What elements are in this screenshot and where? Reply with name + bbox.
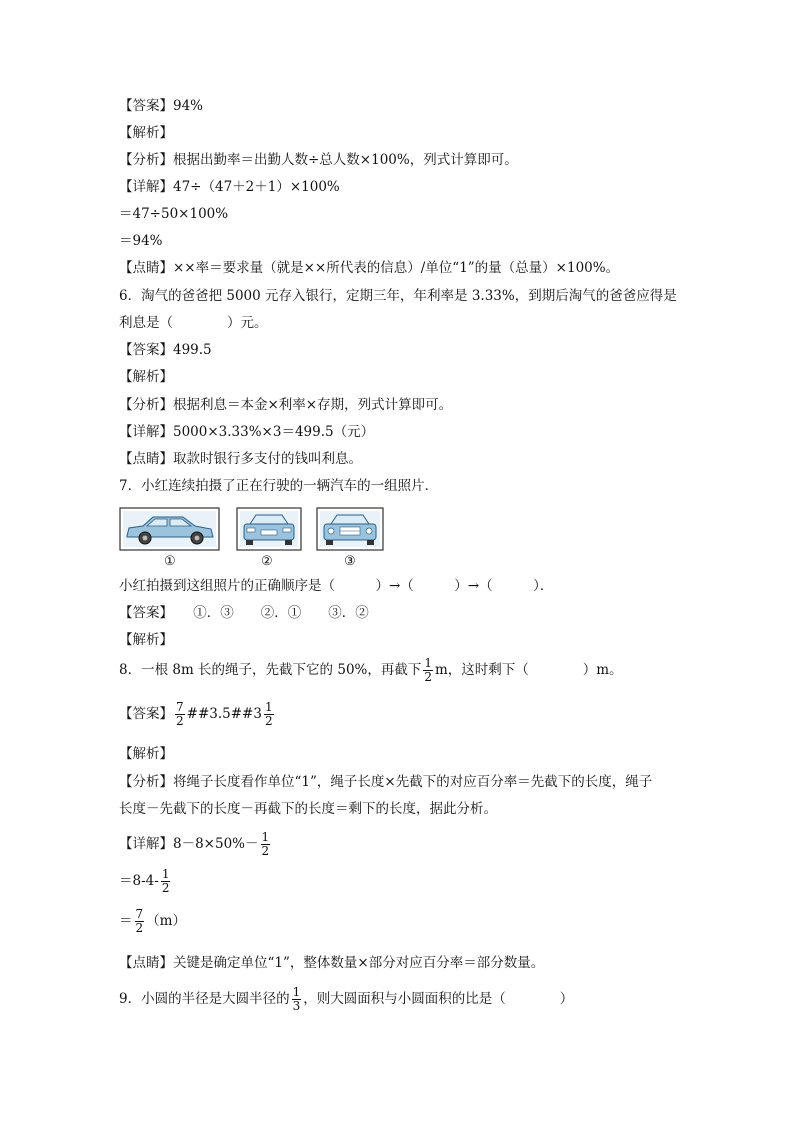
q8-detail-3: ＝ $\frac{7}{2}$ （m） [119,907,186,935]
q8-detail-1: 【详解】8－8×50%－ $\frac{1}{2}$ [119,830,270,858]
photo-caption-2: ② [261,554,273,569]
q7-question-line-1: 7．小红连续拍摄了正在行驶的一辆汽车的一组照片． [119,478,439,494]
fraction-seven-halves: $\frac{7}{2}$ [135,907,144,935]
q7-analysis-label: 【解析】 [119,632,173,648]
q8-answer-label: 【答案】 [119,706,173,722]
q8-answer [119,697,276,731]
car-photo-side-view [120,508,219,550]
q7-answer: 【答案】 ①．③ ②．① ③．② [119,605,369,621]
car-photo-front-view [317,508,383,550]
q5-detail-1: 【详解】47÷（47＋2＋1）×100% [119,179,340,195]
q6-comment: 【点睛】取款时银行多支付的钱叫利息。 [119,451,362,467]
q6-question-line-2: 利息是（ ）元。 [119,315,268,331]
q8-method-1: 【分析】将绳子长度看作单位“1”，绳子长度×先截下的对应百分率＝先截下的长度，绳子 [119,774,653,790]
q5-detail-2: ＝47÷50×100% [119,206,229,222]
q8-comment: 【点睛】关键是确定单位“1”，整体数量×部分对应百分率＝部分数量。 [119,955,545,971]
q8-question-text-b: m，这时剩下（ ）m。 [435,662,623,678]
q5-analysis-label: 【解析】 [119,125,173,141]
q6-analysis-label: 【解析】 [119,369,173,385]
q5-comment: 【点睛】××率＝要求量（就是××所代表的信息）/单位“1”的量（总量）×100%。 [119,260,620,276]
q8-question-line [119,655,623,685]
q8-question-text-a: 8．一根 8m 长的绳子，先截下它的 50%，再截下 [119,662,422,678]
photo-caption-1: ① [164,554,176,569]
fraction-one-third: $\frac{1}{3}$ [292,985,301,1013]
car-photo-rear-view [237,508,301,550]
q8-answer-middle: ##3.5##3 [186,706,262,722]
car-photos-figure [119,506,399,564]
fraction-one-half: $\frac{1}{2}$ [161,867,170,895]
fraction-one-half: $\frac{1}{2}$ [424,656,432,684]
q6-method: 【分析】根据利息＝本金×利率×存期，列式计算即可。 [119,397,453,413]
q5-method: 【分析】根据出勤率＝出勤人数÷总人数×100%，列式计算即可。 [119,152,518,168]
q8-analysis-label: 【解析】 [119,746,173,762]
q6-detail: 【详解】5000×3.33%×3＝499.5（元） [119,424,375,440]
fraction-one-half: $\frac{1}{2}$ [261,830,270,858]
q6-question-line-1: 6．淘气的爸爸把 5000 元存入银行，定期三年，年利率是 3.33%，到期后淘气的爸爸应得是 [119,288,677,304]
q7-question-line-2: 小红拍摄到这组照片的正确顺序是（ ）→（ ）→（ ）． [119,578,554,594]
q5-answer: 【答案】94% [119,98,204,114]
q9-question-line: 9．小圆的半径是大圆半径的 $\frac{1}{3}$ ，则大圆面积与小圆面积的比是（ ） [119,985,574,1013]
q8-detail-2: ＝8-4- $\frac{1}{2}$ [119,867,170,895]
photo-caption-3: ③ [344,554,356,569]
q8-method-2: 长度－先截下的长度－再截下的长度＝剩下的长度，据此分析。 [119,801,497,817]
fraction-one-half-mixed: $\frac{1}{2}$ [264,700,273,728]
q6-answer: 【答案】499.5 [119,342,212,358]
fraction-seven-halves: $\frac{7}{2}$ [176,700,184,728]
q5-detail-3: ＝94% [119,233,163,249]
